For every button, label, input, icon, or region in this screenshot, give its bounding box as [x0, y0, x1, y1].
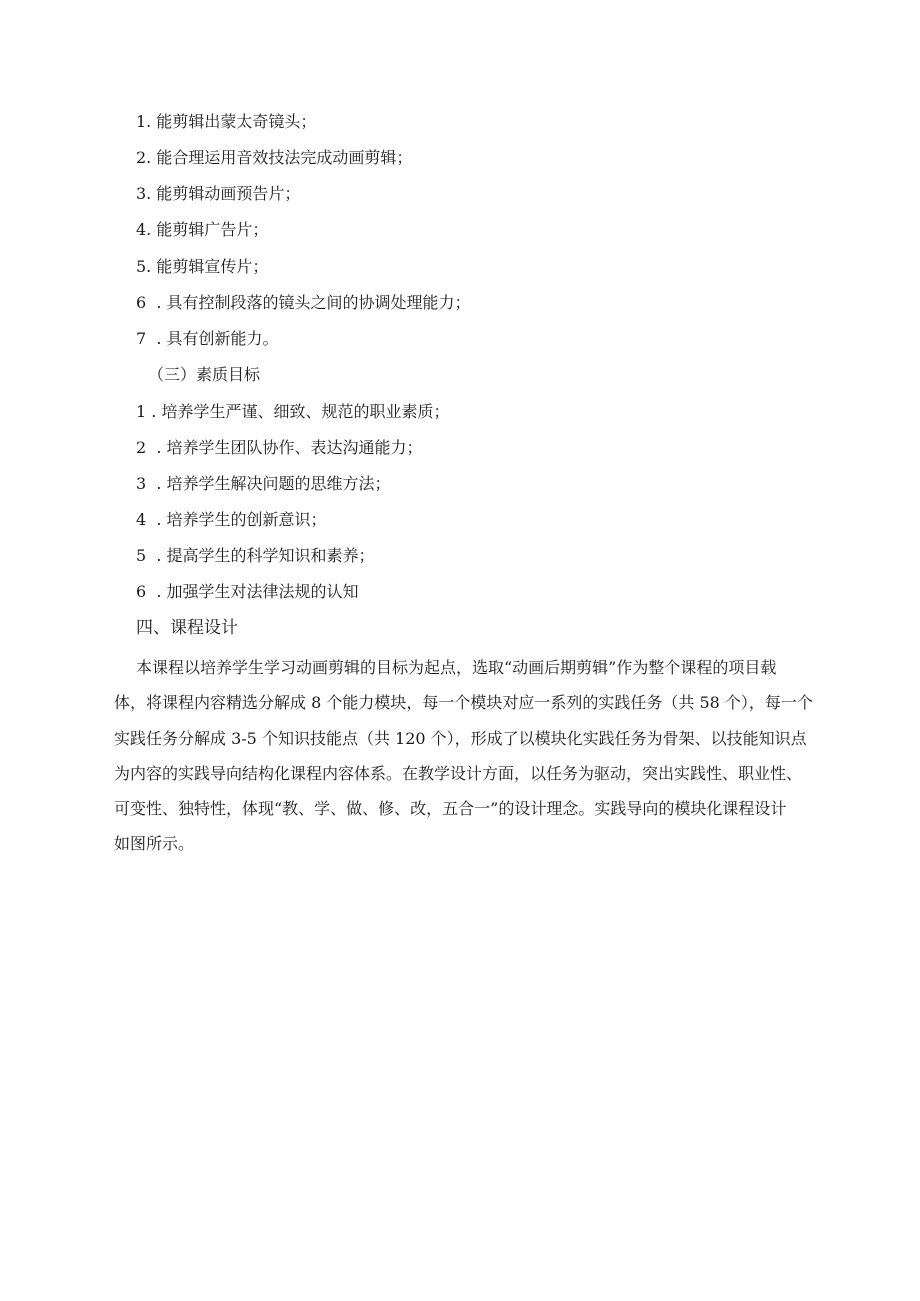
paragraph-line-4: 为内容的实践导向结构化课程内容体系。在教学设计方面，以任务为驱动，突出实践性、职业性、	[114, 763, 803, 783]
paragraph-line-3: 实践任务分解成 3-5 个知识技能点（共 120 个），形成了以模块化实践任务为骨架、以技能知识点	[114, 728, 807, 748]
quality-item-3: 3 . 培养学生解决问题的思维方法；	[136, 474, 391, 493]
skill-item-7: 7 . 具有创新能力。	[136, 329, 279, 348]
paragraph-line-6: 如图所示。	[114, 834, 195, 854]
quality-goals-heading: （三）素质目标	[148, 365, 261, 384]
course-design-heading: 四、课程设计	[136, 618, 238, 638]
quality-item-5: 5 . 提高学生的科学知识和素养；	[136, 546, 375, 565]
paragraph-line-2: 体，将课程内容精选分解成 8 个能力模块，每一个模块对应一系列的实践任务（共 58 个），每一个	[114, 693, 813, 713]
skill-item-5: 5. 能剪辑宣传片；	[136, 257, 269, 276]
skill-item-4: 4. 能剪辑广告片；	[136, 220, 269, 239]
quality-item-6: 6 . 加强学生对法律法规的认知	[136, 582, 359, 601]
course-design-paragraph	[114, 650, 829, 862]
quality-item-1: 1 . 培养学生严谨、细致、规范的职业素质；	[136, 402, 450, 421]
quality-item-2: 2 . 培养学生团队协作、表达沟通能力；	[136, 438, 423, 457]
paragraph-line-1: 本课程以培养学生学习动画剪辑的目标为起点，选取“动画后期剪辑”作为整个课程的项目载	[136, 658, 777, 677]
paragraph-line-5: 可变性、独特性，体现“教、学、做、修、改，五合一”的设计理念。实践导向的模块化课程设计	[114, 799, 787, 819]
skill-item-3: 3. 能剪辑动画预告片；	[136, 184, 301, 203]
skill-item-1: 1. 能剪辑出蒙太奇镜头；	[136, 112, 317, 131]
skill-item-2: 2. 能合理运用音效技法完成动画剪辑；	[136, 148, 413, 167]
skill-item-6: 6 . 具有控制段落的镜头之间的协调处理能力；	[136, 293, 471, 312]
quality-item-4: 4 . 培养学生的创新意识；	[136, 510, 327, 529]
